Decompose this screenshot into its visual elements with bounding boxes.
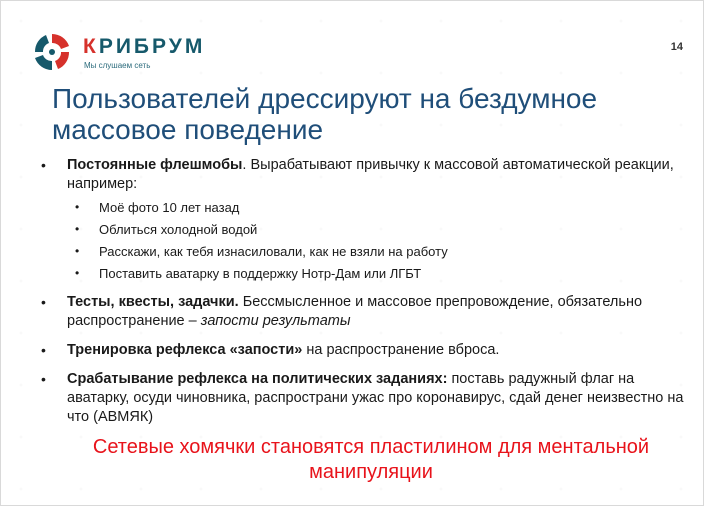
conclusion-text: Сетевые хомячки становятся пластилином для ментальной манипуляции <box>92 436 650 483</box>
bullet-bold: Тренировка рефлекса «запости» <box>67 342 303 358</box>
bullet-dot: • <box>41 342 46 358</box>
bullet-dot: • <box>41 157 46 173</box>
bullet-text: . Вырабатывают привычку к массовой автоматической реакции, например: <box>67 157 674 192</box>
logo-name <box>83 35 205 59</box>
bullet-item <box>37 156 697 283</box>
bullet-item <box>37 341 697 360</box>
sub-list-item: • Расскажи, как тебя изнасиловали, как не взяли на работу <box>75 244 448 259</box>
bullet-text: на распространение вброса. <box>302 342 500 358</box>
bullet-dot: • <box>41 371 46 387</box>
page-number: 14 <box>670 41 683 53</box>
bullet-item <box>37 370 697 427</box>
kribrum-logo-icon <box>31 31 73 73</box>
bullet-item <box>37 293 697 331</box>
logo-name-first: К <box>83 35 99 58</box>
bullet-bold: Тесты, квесты, задачки. <box>67 294 239 310</box>
sub-list-item: • Поставить аватарку в поддержку Нотр-Дам или ЛГБТ <box>75 266 422 281</box>
bullet-text: поставь радужный флаг на аватарку, осуди чиновника, распространи ужас про коронавирус, сдай денег неизвестно на что (АВМЯК) <box>67 371 684 425</box>
bullet-bold: Срабатывание рефлекса на политических заданиях: <box>67 371 448 387</box>
logo <box>31 31 231 75</box>
bullet-list <box>37 156 697 437</box>
bullet-dot: • <box>41 294 46 310</box>
bullet-bold: Постоянные флешмобы <box>67 157 243 173</box>
bullet-italic: запости результаты <box>200 313 351 329</box>
slide-title: Пользователей дрессируют на бездумное массовое поведение <box>52 83 598 145</box>
sub-list <box>67 198 697 283</box>
sub-list-item: • Облиться холодной водой <box>75 222 258 237</box>
logo-tagline: Мы слушаем сеть <box>84 61 151 70</box>
logo-name-rest: РИБРУМ <box>98 35 206 58</box>
bullet-text: Бессмысленное и массовое препровождение, обязательно распространение – <box>67 294 643 329</box>
sub-list-item: • Моё фото 10 лет назад <box>75 200 240 215</box>
